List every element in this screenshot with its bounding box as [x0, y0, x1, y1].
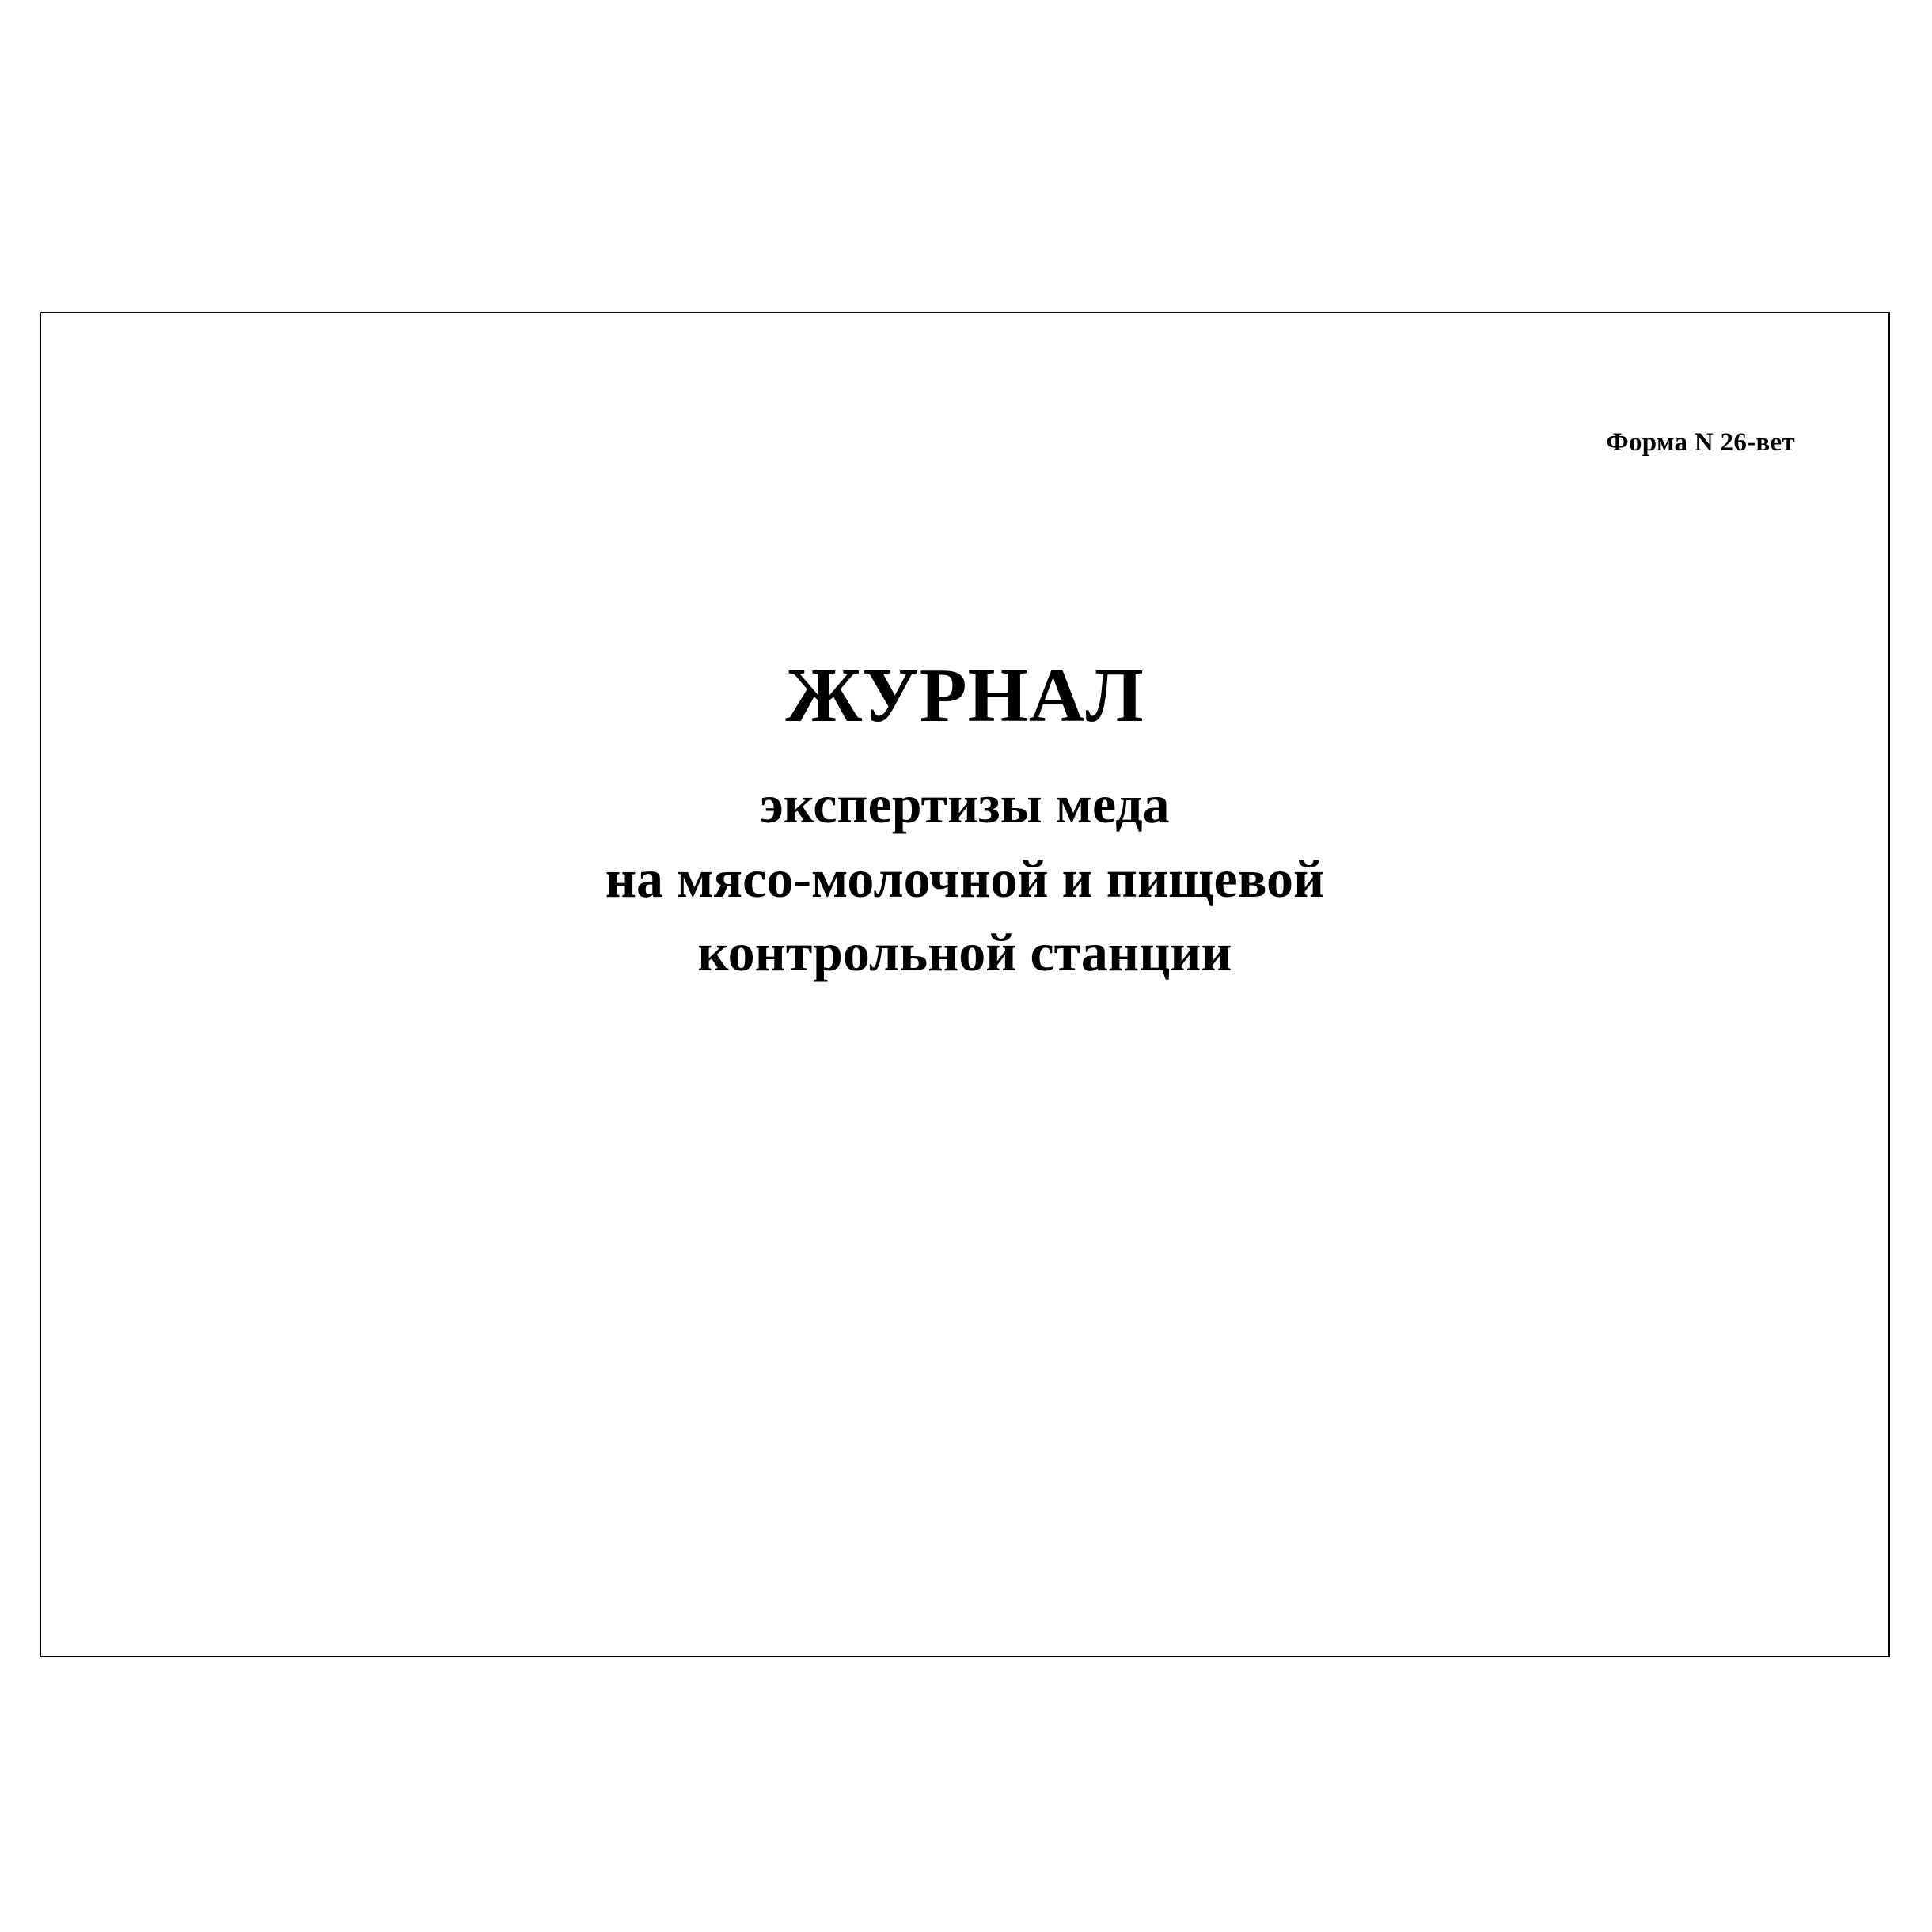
- document-page: [40, 312, 1890, 1657]
- subtitle-block: [41, 768, 1888, 990]
- page-title: ЖУРНАЛ: [785, 653, 1144, 738]
- subtitle-line-3: контрольной станции: [697, 922, 1232, 983]
- subtitle-line-2: на мясо-молочной и пищевой: [605, 848, 1325, 909]
- title-block: [41, 654, 1888, 990]
- form-code-label: Форма N 26-вет: [1606, 428, 1795, 457]
- subtitle-line-1: экспертизы меда: [760, 773, 1170, 834]
